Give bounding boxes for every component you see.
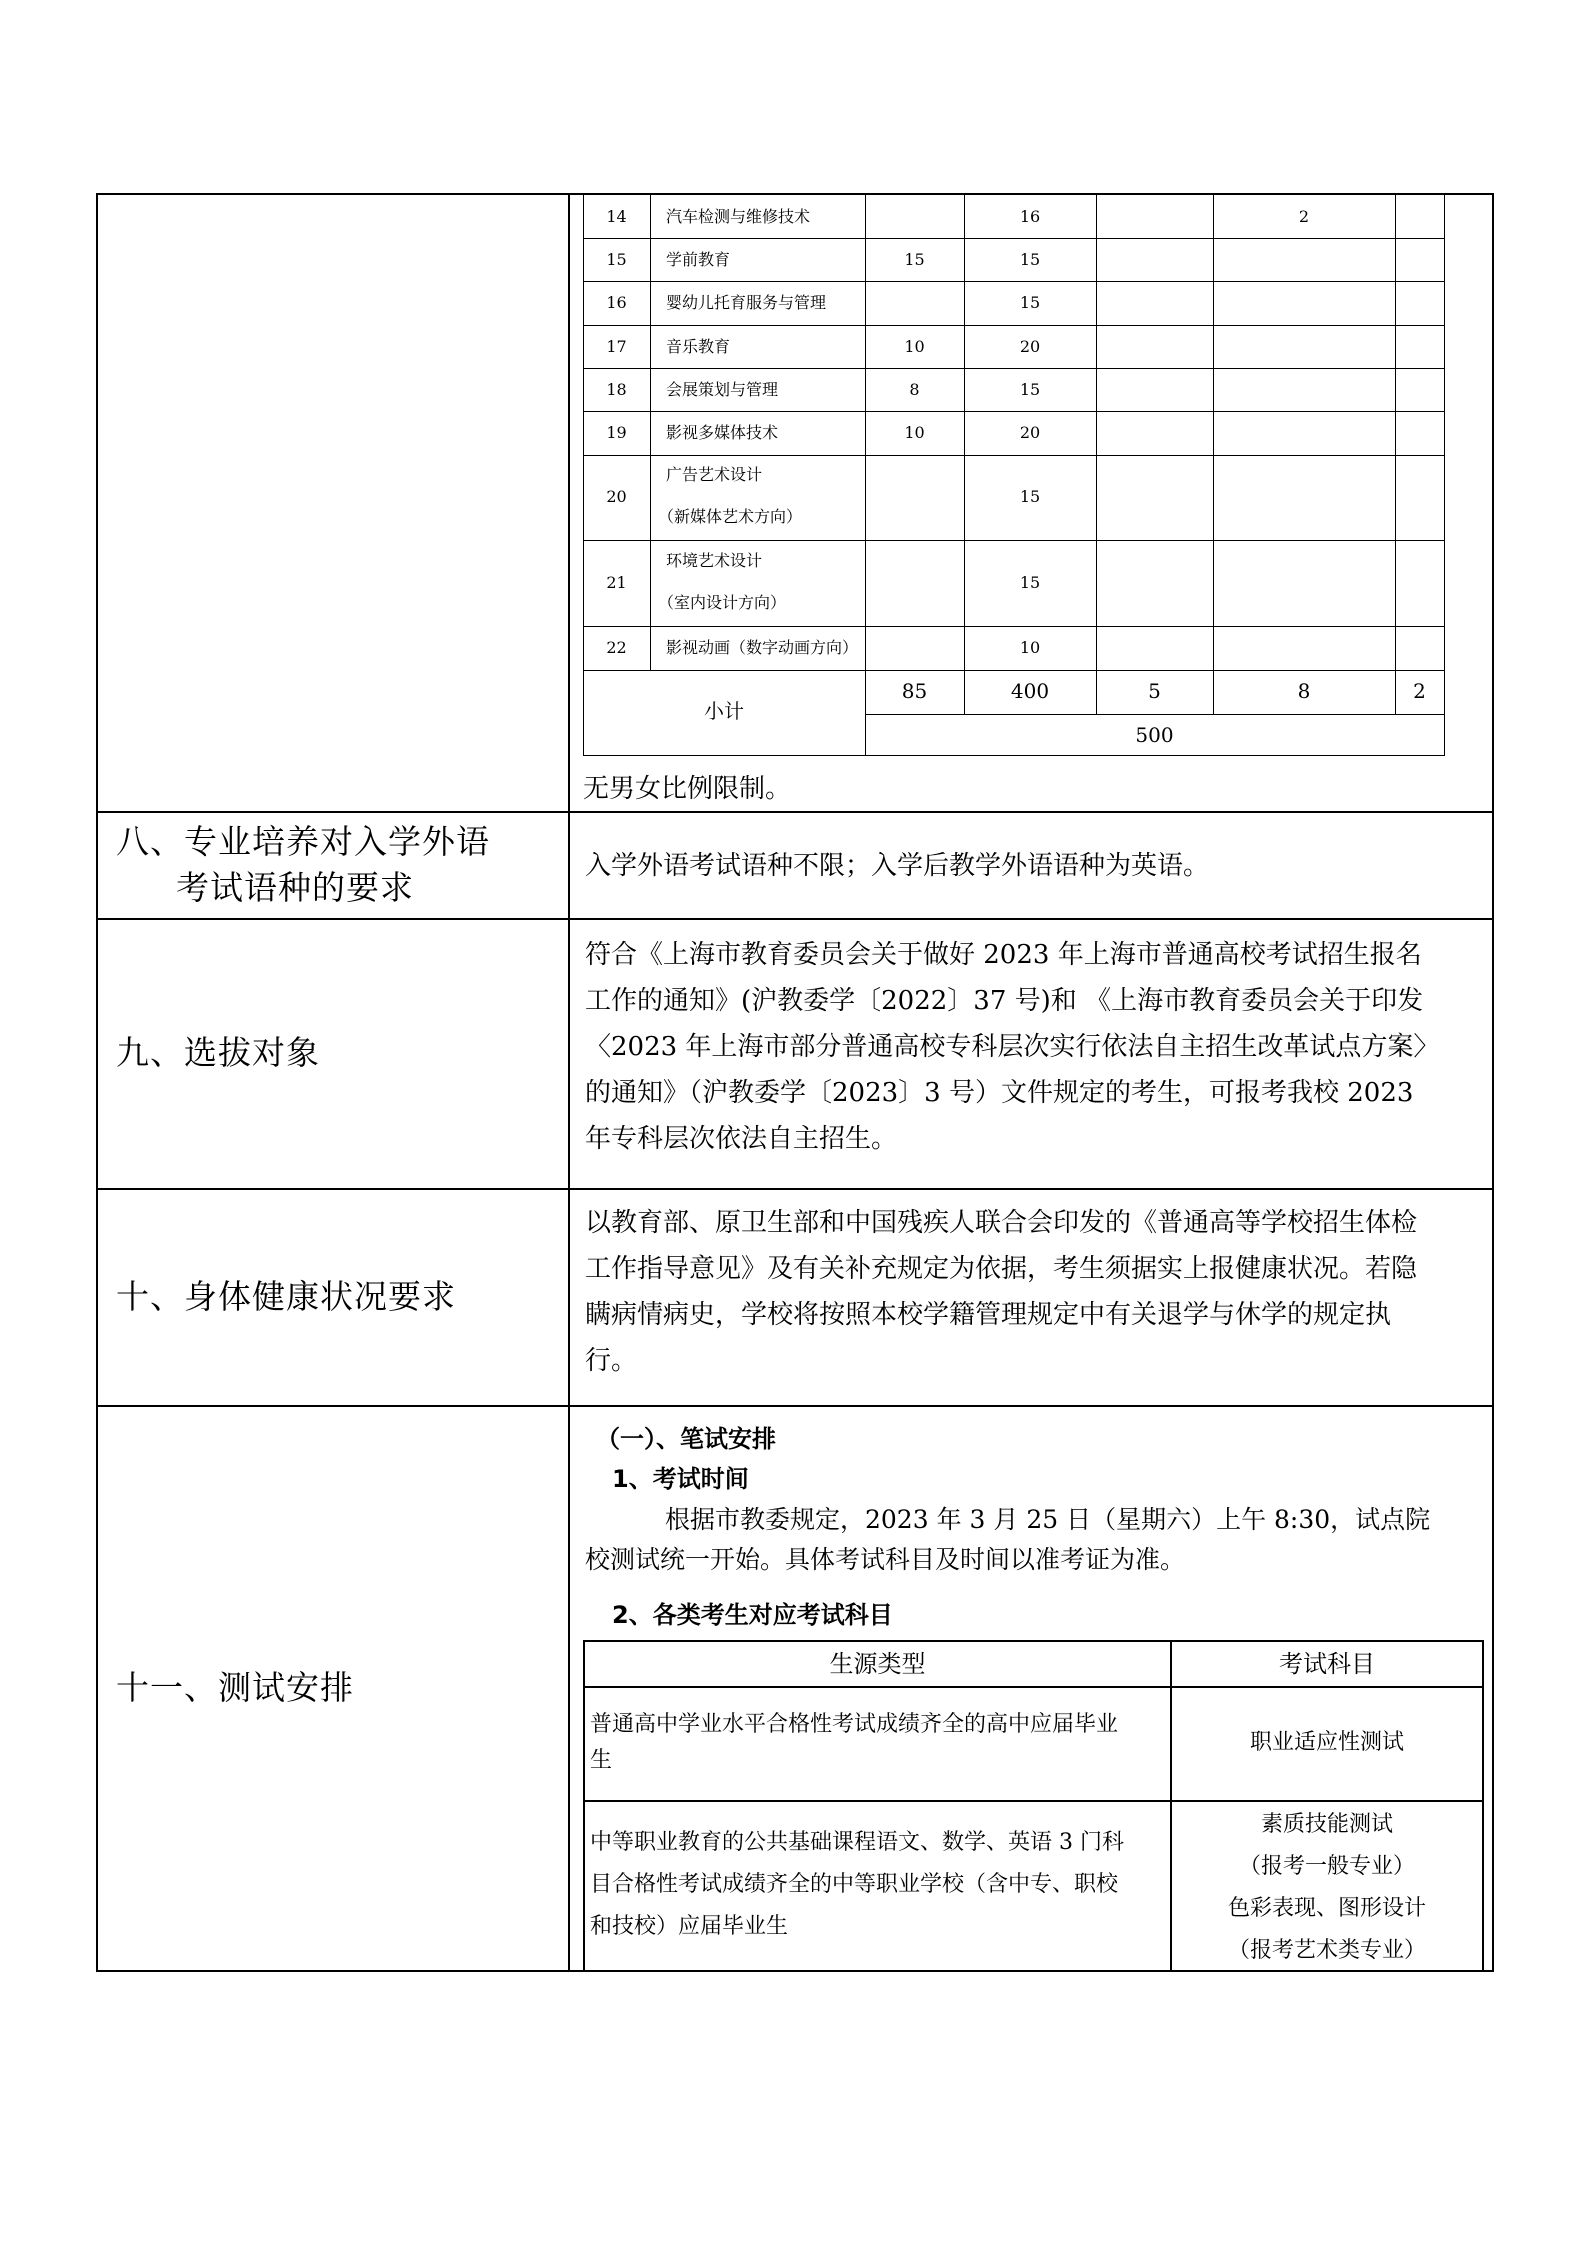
major-name: 婴幼儿托育服务与管理 [666,293,827,312]
row-number: 16 [606,293,627,312]
gender-note: 无男女比例限制。 [583,774,792,804]
section-label: 十一、测试安排 [116,1668,354,1707]
cell-value: 10 [1019,638,1041,657]
cell-value: 10 [904,337,925,356]
row-number: 15 [606,250,627,269]
cell-value: 15 [1019,487,1041,506]
section-label: 九、选拔对象 [116,1033,320,1072]
subtotal-value: 85 [901,679,928,703]
text-line: 年专科层次依法自主招生。 [585,1124,898,1154]
text-line: 生 [590,1748,613,1773]
major-name: 环境艺术设计 [666,551,763,570]
section-content: 入学外语考试语种不限；入学后教学外语语种为英语。 [585,851,1210,881]
exam-time-paragraph [585,1500,1430,1580]
text-line: 工作指导意见》及有关补充规定为依据，考生须据实上报健康状况。若隐 [585,1254,1418,1284]
major-name: 汽车检测与维修技术 [666,207,811,226]
cell-value: 15 [1019,380,1041,399]
row-number: 14 [606,207,627,226]
cell-value: 8 [909,380,920,399]
section-label: 十、身体健康状况要求 [116,1277,456,1316]
cell-value: 2 [1298,207,1310,226]
exam-subject: 职业适应性测试 [1249,1730,1404,1755]
subtotal-value: 2 [1413,679,1426,703]
section-label: 八、专业培养对入学外语 [116,822,490,861]
row-number: 17 [606,337,627,356]
section-content [585,932,1485,1162]
major-name: 广告艺术设计 [666,465,763,484]
subtotal-value: 8 [1297,679,1311,703]
total-value: 500 [1135,723,1174,747]
text-line: 校测试统一开始。具体考试科目及时间以准考证为准。 [585,1545,1186,1574]
text-line: （报考一般专业） [1238,1854,1415,1879]
text-line: 以教育部、原卫生部和中国残疾人联合会印发的《普通高等学校招生体检 [585,1208,1418,1238]
exam-subject [1172,1804,1482,1972]
subheading: 2、各类考生对应考试科目 [612,1601,893,1629]
subtotal-value: 400 [1010,679,1050,703]
cell-value: 16 [1019,207,1041,226]
cell-value: 15 [1019,250,1041,269]
row-number: 22 [606,638,627,657]
text-line: 瞒病情病史，学校将按照本校学籍管理规定中有关退学与休学的规定执 [585,1300,1392,1330]
section-label-cont: 考试语种的要求 [176,868,414,907]
text-line: 素质技能测试 [1260,1812,1393,1837]
cell-value: 10 [904,423,925,442]
column-header: 考试科目 [1279,1650,1375,1678]
section-content [585,1200,1485,1384]
text-line: 和技校）应届毕业生 [590,1914,789,1939]
text-line: （报考艺术类专业） [1227,1938,1426,1963]
cell-value: 20 [1019,423,1041,442]
text-line: 工作的通知》(沪教委学〔2022〕37 号)和 《上海市教育委员会关于印发 [585,986,1424,1016]
cell-value: 15 [1019,293,1041,312]
text-line: 符合《上海市教育委员会关于做好 2023 年上海市普通高校考试招生报名 [585,940,1422,970]
major-direction: （新媒体艺术方向） [658,507,803,526]
subtotal-value: 5 [1148,679,1161,703]
cell-value: 15 [904,250,925,269]
text-line: 普通高中学业水平合格性考试成绩齐全的高中应届毕业 [590,1712,1119,1737]
major-name: 影视多媒体技术 [666,423,779,442]
row-number: 19 [606,423,627,442]
source-type [590,1822,1124,1948]
major-name: 音乐教育 [666,337,731,356]
major-name: 影视动画（数字动画方向） [666,638,859,657]
row-number: 18 [606,380,627,399]
text-line: 目合格性考试成绩齐全的中等职业学校（含中专、职校 [590,1872,1119,1897]
cell-value: 15 [1019,573,1041,592]
column-header: 生源类型 [829,1650,926,1678]
major-direction: （室内设计方向） [658,593,787,612]
major-name: 会展策划与管理 [666,380,779,399]
subtotal-label: 小计 [704,699,744,723]
subheading: 1、考试时间 [612,1465,749,1493]
text-line: 行。 [585,1346,638,1376]
text-line: 根据市教委规定，2023 年 3 月 25 日（星期六）上午 8:30，试点院 [665,1505,1431,1534]
row-number: 21 [606,573,627,592]
major-name: 学前教育 [666,250,731,269]
text-line: 〈2023 年上海市部分普通高校专科层次实行依法自主招生改革试点方案〉 [585,1032,1440,1062]
cell-value: 20 [1019,337,1041,356]
text-line: 色彩表现、图形设计 [1227,1896,1426,1921]
row-number: 20 [606,487,627,506]
text-line: 中等职业教育的公共基础课程语文、数学、英语 3 门科 [590,1830,1124,1855]
subheading: （一）、笔试安排 [596,1425,776,1453]
text-line: 的通知》（沪教委学〔2023〕3 号）文件规定的考生，可报考我校 2023 [585,1078,1414,1108]
source-type [590,1707,1118,1779]
